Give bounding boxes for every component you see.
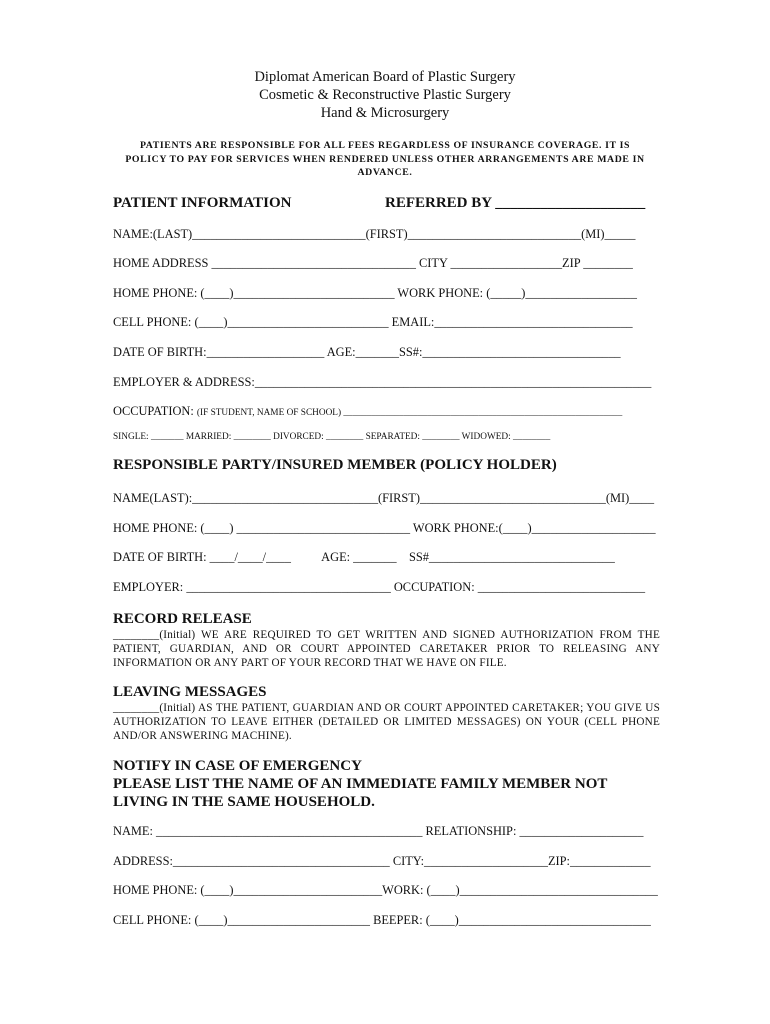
emergency-heading <box>113 757 607 811</box>
emergency-name-field[interactable]: NAME: ___________________________________________ RELATIONSHIP: ____________________ <box>113 824 644 838</box>
responsible-party-heading: RESPONSIBLE PARTY/INSURED MEMBER (POLICY HOLDER) <box>113 457 557 473</box>
emergency-phone-field[interactable]: HOME PHONE: (____)________________________WORK: (____)________________________________ <box>113 883 658 897</box>
patient-employer-field[interactable]: EMPLOYER & ADDRESS:________________________________________________________________ <box>113 375 652 389</box>
responsible-dob-field[interactable]: DATE OF BIRTH: ____/____/____ AGE: _______ SS#______________________________ <box>113 550 615 564</box>
emergency-heading-line-3: LIVING IN THE SAME HOUSEHOLD. <box>113 794 375 810</box>
patient-cell-email-field[interactable]: CELL PHONE: (____)__________________________ EMAIL:________________________________ <box>113 315 633 329</box>
payment-notice: PATIENTS ARE RESPONSIBLE FOR ALL FEES REGARDLESS OF INSURANCE COVERAGE. IT IS POLICY TO PAY FOR SERVICES WHEN RENDERED UNLESS OTHER ARRANGEMENTS ARE MADE IN ADVANCE. <box>125 140 645 179</box>
responsible-employer-field[interactable]: EMPLOYER: _________________________________ OCCUPATION: ___________________________ <box>113 580 646 594</box>
patient-dob-field[interactable]: DATE OF BIRTH:___________________ AGE:_______SS#:________________________________ <box>113 345 621 359</box>
patient-address-field[interactable]: HOME ADDRESS _________________________________ CITY __________________ZIP ________ <box>113 256 633 270</box>
patient-phone-field[interactable]: HOME PHONE: (____)__________________________ WORK PHONE: (_____)__________________ <box>113 286 637 300</box>
header-line-1: Diplomat American Board of Plastic Surgery <box>254 69 516 85</box>
marital-status-field[interactable]: SINGLE: _______ MARRIED: ________ DIVORCED: ________ SEPARATED: ________ WIDOWED: ________ <box>113 432 551 442</box>
patient-name-field[interactable]: NAME:(LAST)____________________________(FIRST)____________________________(MI)_____ <box>113 227 636 241</box>
emergency-heading-line-1: NOTIFY IN CASE OF EMERGENCY <box>113 758 362 774</box>
practice-header <box>0 68 770 122</box>
emergency-cell-field[interactable]: CELL PHONE: (____)_______________________ BEEPER: (____)_______________________________ <box>113 913 651 927</box>
patient-occupation-field[interactable] <box>113 404 622 421</box>
record-release-text[interactable]: ________(Initial) WE ARE REQUIRED TO GET WRITTEN AND SIGNED AUTHORIZATION FROM THE PATIENT, GUARDIAN, AND OR COURT APPOINTED CARETAKER PRIOR TO RELEASING ANY INFORMATION OR ANY PART OF YOUR RECORD THAT WE HAVE ON FILE. <box>113 629 660 669</box>
leaving-messages-heading: LEAVING MESSAGES <box>113 684 267 700</box>
responsible-name-field[interactable]: NAME(LAST):______________________________(FIRST)______________________________(MI)____ <box>113 491 655 505</box>
emergency-heading-line-2: PLEASE LIST THE NAME OF AN IMMEDIATE FAMILY MEMBER NOT <box>113 776 608 792</box>
header-line-3: Hand & Microsurgery <box>320 105 450 121</box>
record-release-heading: RECORD RELEASE <box>113 611 252 627</box>
header-line-2: Cosmetic & Reconstructive Plastic Surgery <box>259 87 511 103</box>
occupation-label: OCCUPATION: <box>113 404 197 418</box>
leaving-messages-text[interactable]: ________(Initial) AS THE PATIENT, GUARDIAN AND OR COURT APPOINTED CARETAKER; YOU GIVE US AUTHORIZATION TO LEAVE EITHER (DETAILED OR LIMITED MESSAGES) ON YOUR (CELL PHONE AND/OR ANSWERING MACHINE). <box>113 702 660 742</box>
emergency-address-field[interactable]: ADDRESS:___________________________________ CITY:____________________ZIP:_____________ <box>113 854 651 868</box>
referred-by-field[interactable]: REFERRED BY ____________________ <box>385 195 646 211</box>
responsible-phone-field[interactable]: HOME PHONE: (____) ____________________________ WORK PHONE:(____)____________________ <box>113 521 656 535</box>
patient-information-heading: PATIENT INFORMATION <box>113 195 292 211</box>
occupation-note: (IF STUDENT, NAME OF SCHOOL) ____________________________________________________________ <box>196 408 623 418</box>
